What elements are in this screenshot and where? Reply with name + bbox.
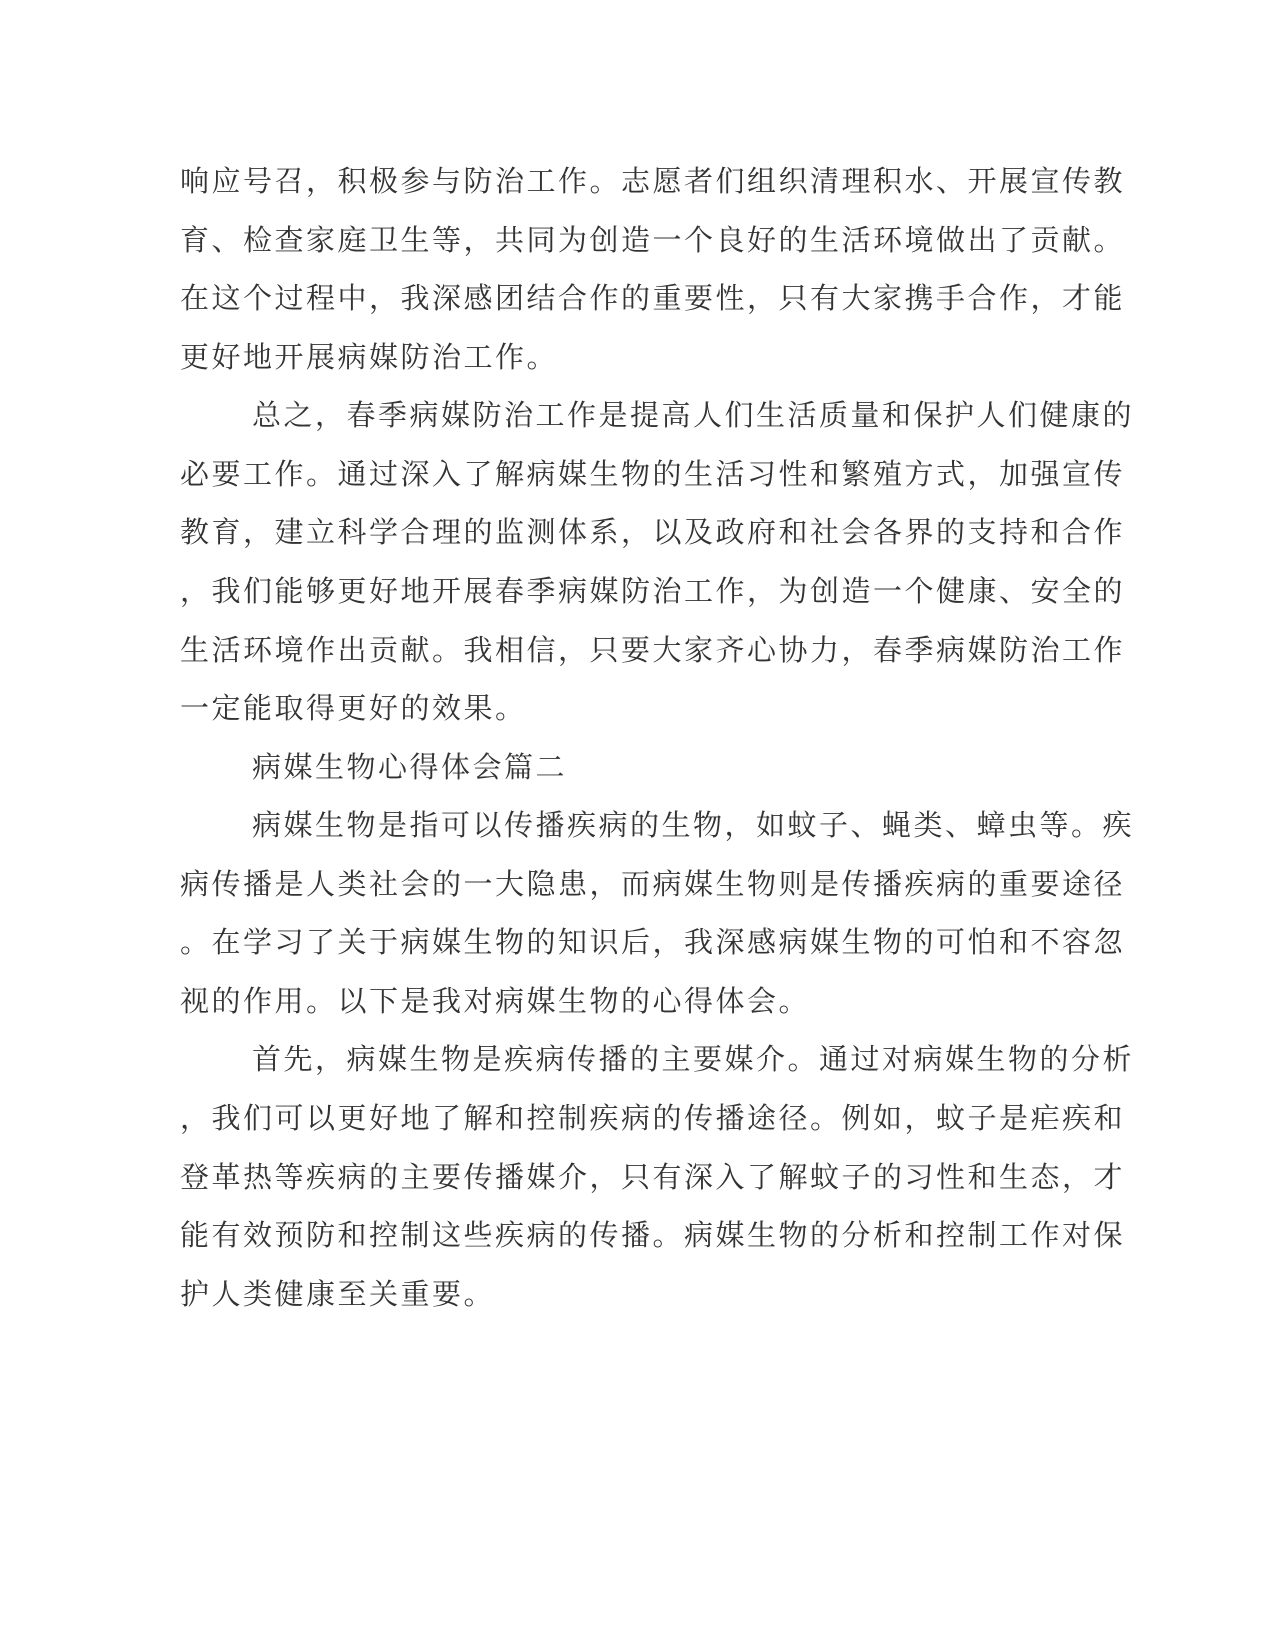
text-line: 必要工作。通过深入了解病媒生物的生活习性和繁殖方式，加强宣传 (180, 457, 1126, 491)
text-line: ，我们能够更好地开展春季病媒防治工作，为创造一个健康、安全的 (180, 574, 1126, 608)
text-line: 响应号召，积极参与防治工作。志愿者们组织清理积水、开展宣传教 (180, 164, 1126, 198)
text-line: 一定能取得更好的效果。 (180, 691, 527, 725)
text-line: 教育，建立科学合理的监测体系，以及政府和社会各界的支持和合作 (180, 515, 1126, 549)
text-line: 生活环境作出贡献。我相信，只要大家齐心协力，春季病媒防治工作 (180, 633, 1126, 667)
text-line: 在这个过程中，我深感团结合作的重要性，只有大家携手合作，才能 (180, 281, 1126, 315)
text-line: 护人类健康至关重要。 (180, 1277, 496, 1311)
text-line: 总之，春季病媒防治工作是提高人们生活质量和保护人们健康的 (252, 398, 1135, 432)
text-line: 病媒生物是指可以传播疾病的生物，如蚊子、蝇类、蟑虫等。疾 (252, 808, 1135, 842)
text-line: 视的作用。以下是我对病媒生物的心得体会。 (180, 984, 811, 1018)
text-line: 育、检查家庭卫生等，共同为创造一个良好的生活环境做出了贡献。 (180, 223, 1126, 257)
text-line: 。在学习了关于病媒生物的知识后，我深感病媒生物的可怕和不容忽 (180, 925, 1126, 959)
text-line: 更好地开展病媒防治工作。 (180, 340, 559, 374)
text-line: 登革热等疾病的主要传播媒介，只有深入了解蚊子的习性和生态，才 (180, 1160, 1126, 1194)
text-line: 病传播是人类社会的一大隐患，而病媒生物则是传播疾病的重要途径 (180, 867, 1126, 901)
text-line: 首先，病媒生物是疾病传播的主要媒介。通过对病媒生物的分析 (252, 1042, 1135, 1076)
text-line: 能有效预防和控制这些疾病的传播。病媒生物的分析和控制工作对保 (180, 1218, 1126, 1252)
section-heading: 病媒生物心得体会篇二 (252, 750, 568, 784)
text-line: ，我们可以更好地了解和控制疾病的传播途径。例如，蚊子是疟疾和 (180, 1101, 1126, 1135)
